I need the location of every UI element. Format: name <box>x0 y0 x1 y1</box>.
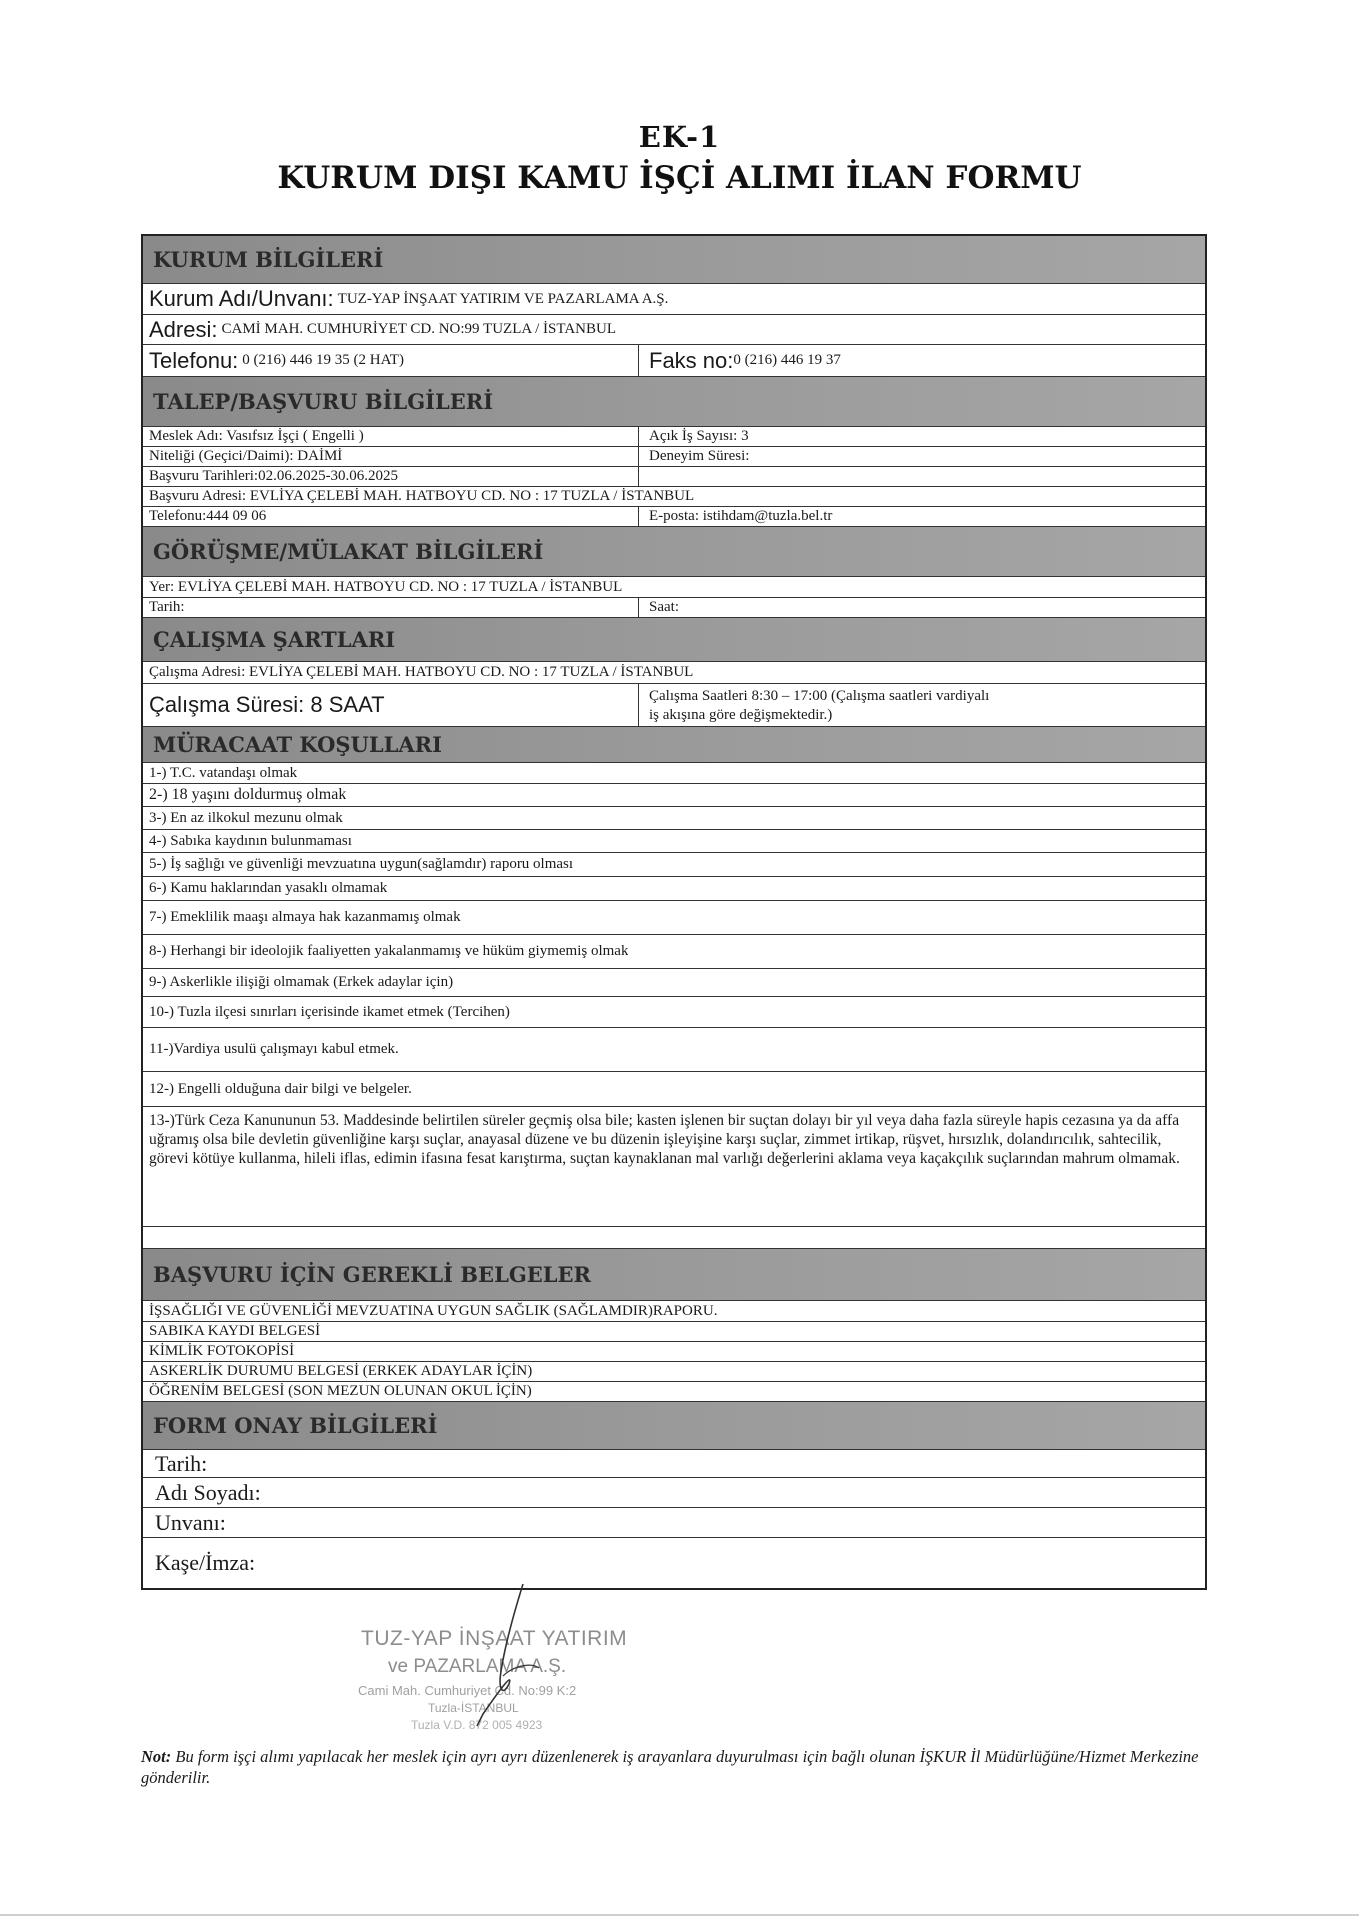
kosul-row <box>143 784 1205 807</box>
kurum-name-value: TUZ-YAP İNŞAAT YATIRIM VE PAZARLAMA A.Ş. <box>337 290 669 307</box>
page-edge-line <box>0 1914 1359 1916</box>
kurum-name-label: Kurum Adı/Unvanı: <box>149 286 334 311</box>
talep-row-nitelik <box>143 447 1205 467</box>
kurum-address-row <box>143 315 1205 345</box>
kosul-item: 9-) Askerlikle ilişiği olmamak (Erkek adaylar için) <box>149 974 454 990</box>
kosul-item: 5-) İş sağlığı ve güvenliği mevzuatına uygun(sağlamdır) raporu olması <box>149 856 574 872</box>
belge-row <box>143 1322 1205 1342</box>
company-stamp-line5: Tuzla V.D. 872 005 4923 <box>411 1718 543 1732</box>
company-stamp-line2: ve PAZARLAMA A.Ş. <box>388 1656 567 1677</box>
basvuru-adresi: Başvuru Adresi: EVLİYA ÇELEBİ MAH. HATBOYU CD. NO : 17 TUZLA / İSTANBUL <box>149 488 695 504</box>
column-divider <box>638 467 639 486</box>
onay-row-kase <box>143 1538 1205 1590</box>
onay-row-unvan <box>143 1508 1205 1538</box>
page-title-line1: EK-1 <box>638 120 721 154</box>
column-divider <box>638 598 639 617</box>
signature-image <box>443 1576 563 1736</box>
kurum-address-label: Adresi: <box>149 316 218 342</box>
calisma-saatleri-line1: Çalışma Saatleri 8:30 – 17:00 (Çalışma saatleri vardiyalı <box>649 688 990 704</box>
belge-item: İŞSAĞLIĞI VE GÜVENLİĞİ MEVZUATINA UYGUN SAĞLIK (SAĞLAMDIR)RAPORU. <box>149 1302 718 1319</box>
talep-row-adres <box>143 487 1205 507</box>
gorusme-saat: Saat: <box>649 599 679 615</box>
kosul-row <box>143 1028 1205 1072</box>
gorusme-row-tarih <box>143 598 1205 618</box>
kurum-phone-value: 0 (216) 446 19 35 (2 HAT) <box>242 352 404 368</box>
kurum-address-value: CAMİ MAH. CUMHURİYET CD. NO:99 TUZLA / İSTANBUL <box>221 321 616 337</box>
onay-row-adsoyad <box>143 1478 1205 1508</box>
section-header-talep: TALEP/BAŞVURU BİLGİLERİ <box>143 377 1205 427</box>
kosul-row <box>143 901 1205 935</box>
kosul-row <box>143 1072 1205 1107</box>
section-header-belgeler: BAŞVURU İÇİN GEREKLİ BELGELER <box>143 1249 1205 1301</box>
calisma-saatleri-line2: iş akışına göre değişmektedir.) <box>649 707 833 723</box>
column-divider <box>638 345 639 376</box>
kosul-item: 2-) 18 yaşını doldurmuş olmak <box>149 786 347 803</box>
talep-row-meslek <box>143 427 1205 447</box>
company-stamp-line1: TUZ-YAP İNŞAAT YATIRIM <box>361 1627 628 1650</box>
kosul-item: 3-) En az ilkokul mezunu olmak <box>149 809 343 826</box>
belge-item: KİMLİK FOTOKOPİSİ <box>149 1343 295 1359</box>
kosul-item: 8-) Herhangi bir ideolojik faaliyetten yakalanmamış ve hüküm giymemiş olmak <box>149 943 629 959</box>
belge-item: SABIKA KAYDI BELGESİ <box>149 1323 321 1339</box>
kosul-item-long: 13-)Türk Ceza Kanununun 53. Maddesinde belirtilen süreler geçmiş olsa bile; kasten işlenen bir suçtan dolayı bir yıl veya daha fazla süreyle hapis cezasına ya da affa uğramış olsa bile devletin güvenliğine karşı suçlar, anayasal düzene ve bu düzenin işleyişine karşı suçlar, zimmet irtikap, rüşvet, hırsızlık, dolandırıcılık, sahtecilik, görevi kötüye kullanma, hileli iflas, edimin ifasına fesat karıştırma, suçtan kaynaklanan mal varlığı değerlerini aklama veya kaçakçılık suçlarından mahrum olmamak. <box>149 1112 1180 1167</box>
niteligi: Niteliği (Geçici/Daimi): DAİMİ <box>149 448 343 464</box>
kosul-row <box>143 830 1205 853</box>
belge-item: ASKERLİK DURUMU BELGESİ (ERKEK ADAYLAR İÇİN) <box>149 1363 533 1379</box>
belge-row <box>143 1382 1205 1402</box>
belge-row <box>143 1301 1205 1322</box>
empty-row <box>143 1227 1205 1249</box>
calisma-row-sure <box>143 684 1205 727</box>
deneyim-suresi: Deneyim Süresi: <box>649 448 750 464</box>
onay-adsoyad-label: Adı Soyadı: <box>155 1479 261 1505</box>
section-header-gorusme: GÖRÜŞME/MÜLAKAT BİLGİLERİ <box>143 527 1205 577</box>
meslek-adi: Meslek Adı: Vasıfsız İşçi ( Engelli ) <box>149 428 364 444</box>
announcement-form <box>141 234 1207 1732</box>
page-title-line2: KURUM DIŞI KAMU İŞÇİ ALIMI İLAN FORMU <box>277 160 1082 196</box>
section-header-muracaat: MÜRACAAT KOŞULLARI <box>143 727 1205 763</box>
kosul-item: 1-) T.C. vatandaşı olmak <box>149 764 298 781</box>
kosul-item: 4-) Sabıka kaydının bulunmaması <box>149 832 352 849</box>
kosul-row <box>143 877 1205 901</box>
kurum-phone-label: Telefonu: <box>149 347 239 373</box>
section-header-calisma: ÇALIŞMA ŞARTLARI <box>143 618 1205 662</box>
footer-note <box>141 1746 1231 1788</box>
belge-row <box>143 1362 1205 1382</box>
calisma-row-adres <box>143 662 1205 684</box>
column-divider <box>638 427 639 446</box>
kosul-item: 6-) Kamu haklarından yasaklı olmamak <box>149 880 388 896</box>
acik-is-sayisi: Açık İş Sayısı: 3 <box>649 428 749 444</box>
gorusme-tarih: Tarih: <box>149 599 185 615</box>
kosul-row <box>143 997 1205 1028</box>
kosul-item: 11-)Vardiya usulü çalışmayı kabul etmek. <box>149 1041 399 1057</box>
kurum-fax-label: Faks no: <box>649 347 734 373</box>
calisma-suresi: Çalışma Süresi: 8 SAAT <box>149 692 385 717</box>
note-text: Bu form işçi alımı yapılacak her meslek için ayrı ayrı düzenlenerek iş arayanlara duyurulması için bağlı olunan İŞKUR İl Müdürlüğüne/Hizmet Merkezine gönderilir. <box>141 1747 1199 1787</box>
onay-tarih-label: Tarih: <box>155 1450 208 1476</box>
belge-item: ÖĞRENİM BELGESİ (SON MEZUN OLUNAN OKUL İÇİN) <box>149 1383 532 1399</box>
onay-kase-label: Kaşe/İmza: <box>155 1550 256 1575</box>
kosul-row <box>143 1107 1205 1227</box>
kosul-row <box>143 969 1205 997</box>
kurum-phone-row <box>143 345 1205 377</box>
onay-unvan-label: Unvanı: <box>155 1509 226 1535</box>
basvuru-telefon: Telefonu:444 09 06 <box>149 508 267 524</box>
kurum-fax-value: 0 (216) 446 19 37 <box>733 352 841 368</box>
kosul-item: 12-) Engelli olduğuna dair bilgi ve belgeler. <box>149 1080 412 1097</box>
talep-row-tarihler <box>143 467 1205 487</box>
column-divider <box>638 507 639 526</box>
section-header-onay: FORM ONAY BİLGİLERİ <box>143 1402 1205 1450</box>
basvuru-eposta: E-posta: istihdam@tuzla.bel.tr <box>649 508 833 524</box>
gorusme-row-yer <box>143 577 1205 598</box>
column-divider <box>638 684 639 726</box>
basvuru-tarihleri: Başvuru Tarihleri:02.06.2025-30.06.2025 <box>149 468 399 484</box>
gorusme-yer: Yer: EVLİYA ÇELEBİ MAH. HATBOYU CD. NO : 17 TUZLA / İSTANBUL <box>149 578 623 595</box>
kosul-row <box>143 935 1205 969</box>
kurum-name-row <box>143 284 1205 315</box>
talep-row-iletisim <box>143 507 1205 527</box>
belge-row <box>143 1342 1205 1362</box>
company-stamp-line4: Tuzla-İSTANBUL <box>428 1701 519 1715</box>
kosul-row <box>143 763 1205 784</box>
kosul-item: 10-) Tuzla ilçesi sınırları içerisinde ikamet etmek (Tercihen) <box>149 1003 510 1020</box>
note-label: Not: <box>141 1747 172 1766</box>
kosul-row <box>143 853 1205 877</box>
kosul-item: 7-) Emeklilik maaşı almaya hak kazanmamış olmak <box>149 909 461 925</box>
calisma-adresi: Çalışma Adresi: EVLİYA ÇELEBİ MAH. HATBOYU CD. NO : 17 TUZLA / İSTANBUL <box>149 664 694 680</box>
kosul-row <box>143 807 1205 830</box>
section-header-kurum: KURUM BİLGİLERİ <box>143 236 1205 284</box>
onay-row-tarih <box>143 1450 1205 1478</box>
column-divider <box>638 447 639 466</box>
company-stamp-line3: Cami Mah. Cumhuriyet Cd. No:99 K:2 <box>358 1683 577 1698</box>
